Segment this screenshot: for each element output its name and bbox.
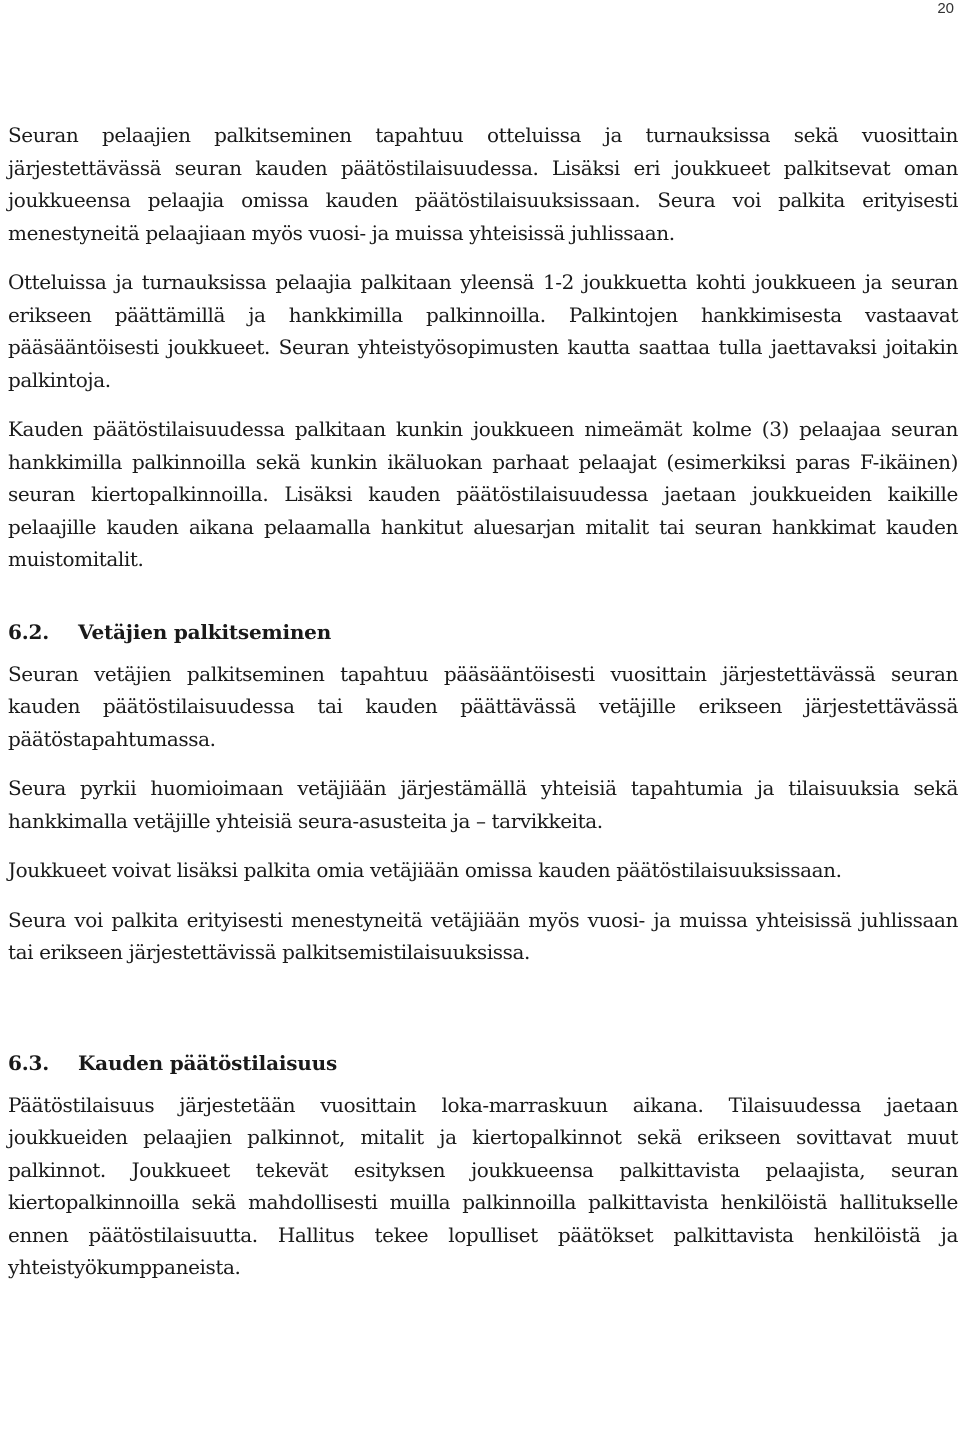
paragraph-player-awards: Seuran pelaajien palkitseminen tapahtuu otteluissa ja turnauksissa sekä vuosittain järjestettävässä seuran kauden päätöstilaisuudessa. Lisäksi eri joukkueet palkitsevat oman joukkueensa pelaajia omissa kauden päätöstilaisuuksissaan. Seura voi palkita erityisesti menestyneitä pelaajiaan myös vuosi- ja muissa yhteisissä juhlissaan.	[8, 123, 958, 245]
section-title: Kauden päätöstilaisuus	[78, 1050, 338, 1075]
paragraph-leader-awards: Seuran vetäjien palkitseminen tapahtuu pääsääntöisesti vuosittain järjestettävässä seuran kauden päätöstilaisuudessa tai kauden päättävässä vetäjille erikseen järjestettävässä päätöstapahtumassa.	[8, 661, 958, 751]
paragraph-leader-events: Seura pyrkii huomioimaan vetäjiään järjestämällä yhteisiä tapahtumia ja tilaisuuksia sekä hankkimalla vetäjille yhteisiä seura-asusteita ja – tarvikkeita.	[8, 776, 958, 833]
paragraph-team-leader-awards: Joukkueet voivat lisäksi palkita omia vetäjiään omissa kauden päätöstilaisuuksissaan.	[8, 858, 842, 882]
section-heading-6-2	[8, 616, 958, 648]
page-number: 20	[937, 0, 954, 17]
section-heading-6-3	[8, 1047, 958, 1079]
section-number: 6.3.	[8, 1050, 49, 1075]
paragraph-season-ceremony: Päätöstilaisuus järjestetään vuosittain loka-marraskuun aikana. Tilaisuudessa jaetaan joukkueiden pelaajien palkinnot, mitalit ja kiertopalkinnot sekä erikseen sovittavat muut palkinnot. Joukkueet tekevät esityksen joukkueensa palkittavista pelaajista, seuran kiertopalkinnoilla sekä mahdollisesti muilla palkinnoilla palkittavista henkilöistä hallitukselle ennen päätöstilaisuutta. Hallitus tekee lopulliset päätökset palkittavista henkilöistä ja yhteistyökumppaneista.	[8, 1092, 958, 1279]
document-body	[8, 119, 958, 1284]
paragraph-leader-special-awards: Seura voi palkita erityisesti menestyneitä vetäjiään myös vuosi- ja muissa yhteisissä juhlissaan tai erikseen järjestettävissä palkitsemistilaisuuksissa.	[8, 907, 958, 964]
section-title: Vetäjien palkitseminen	[78, 619, 332, 644]
section-number: 6.2.	[8, 619, 49, 644]
paragraph-season-awards: Kauden päätöstilaisuudessa palkitaan kunkin joukkueen nimeämät kolme (3) pelaajaa seuran hankkimilla palkinnoilla sekä kunkin ikäluokan parhaat pelaajat (esimerkiksi paras F-ikäinen) seuran kiertopalkinnoilla. Lisäksi kauden päätöstilaisuudessa jaetaan joukkueiden kaikille pelaajille kauden aikana pelaamalla hankitut aluesarjan mitalit tai seuran hankkimat kauden muistomitalit.	[8, 417, 958, 571]
paragraph-match-awards: Otteluissa ja turnauksissa pelaajia palkitaan yleensä 1-2 joukkuetta kohti joukkueen ja seuran erikseen päättämillä ja hankkimilla palkinnoilla. Palkintojen hankkimisesta vastaavat pääsääntöisesti joukkueet. Seuran yhteistyösopimusten kautta saattaa tulla jaettavaksi joitakin palkintoja.	[8, 270, 958, 392]
